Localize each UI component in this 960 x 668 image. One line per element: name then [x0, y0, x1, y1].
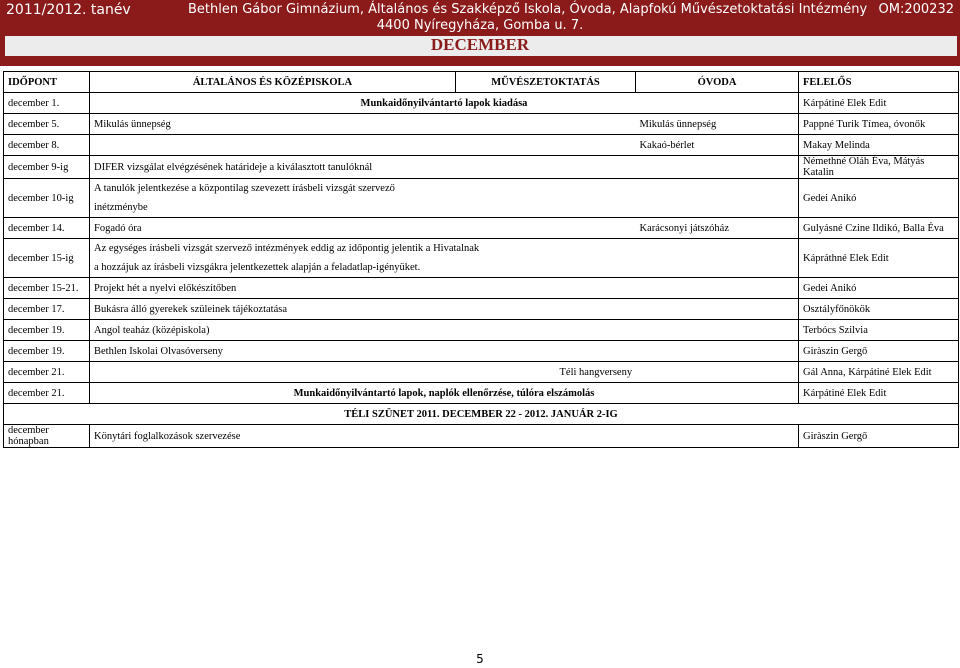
col-kinder-header: ÓVODA: [636, 72, 799, 93]
row-date: december 21.: [4, 383, 90, 404]
row-school: Bethlen Iskolai Olvasóverseny: [90, 341, 799, 362]
table-row: [4, 239, 959, 278]
row-resp: Kárpátiné Elek Edit: [799, 93, 959, 114]
table-row: [4, 278, 959, 299]
document-header: [0, 0, 960, 66]
table-row: [4, 383, 959, 404]
row-school-line-1: A tanulók jelentkezése a központilag szevezett írásbeli vizsgát szervező: [94, 183, 395, 194]
table-row: [4, 179, 959, 218]
table-header-row: [4, 72, 959, 93]
row-resp: Giràszin Gergő: [799, 341, 959, 362]
row-date: december 8.: [4, 135, 90, 156]
row-resp: Giràszin Gergő: [799, 425, 959, 448]
schedule-table: [3, 71, 959, 448]
row-school: DIFER vizsgálat elvégzésének határideje a kiválasztott tanulóknál: [90, 156, 799, 179]
table-row: [4, 93, 959, 114]
table-row: [4, 362, 959, 383]
row-date: december 19.: [4, 320, 90, 341]
om-code: OM:200232: [878, 2, 954, 17]
page-number: 5: [476, 652, 484, 666]
school-name: Bethlen Gábor Gimnázium, Általános és Szakképző Iskola, Óvoda, Alapfokú Művészetoktatási Intézmény: [188, 2, 868, 17]
row-art-label: Téli hangverseny: [559, 366, 633, 378]
school-address: 4400 Nyíregyháza, Gomba u. 7.: [376, 18, 584, 33]
row-date: december 10-ig: [4, 179, 90, 218]
row-school: Projekt hét a nyelvi előkészítőben: [90, 278, 799, 299]
row-date: december hónapban: [4, 425, 90, 448]
row-resp: Osztályfőnökök: [799, 299, 959, 320]
col-resp-header: FELELŐS: [799, 72, 959, 93]
row-date: december 21.: [4, 362, 90, 383]
row-resp: Terbócs Szilvia: [799, 320, 959, 341]
row-date: december 15-ig: [4, 239, 90, 278]
table-row: [4, 114, 959, 135]
row-school: Könytári foglalkozások szervezése: [90, 425, 799, 448]
table-row: [4, 135, 959, 156]
table-row: [4, 320, 959, 341]
row-resp: Gedei Anikó: [799, 278, 959, 299]
row-date: december 15-21.: [4, 278, 90, 299]
row-date: december 17.: [4, 299, 90, 320]
table-row: [4, 425, 959, 448]
table-row: [4, 341, 959, 362]
row-school: Angol teaház (középiskola): [90, 320, 799, 341]
school-year: 2011/2012. tanév: [6, 2, 131, 18]
col-date-header: IDŐPONT: [4, 72, 90, 93]
row-date: december 1.: [4, 93, 90, 114]
row-resp: Gedei Anikó: [799, 179, 959, 218]
row-school-line-2: a hozzájuk az írásbeli vizsgákra jelentkezettek alapján a feladatlap-igényüket.: [94, 262, 421, 273]
row-date: december 14.: [4, 218, 90, 239]
row-school-line-1: Az egységes írásbeli vizsgát szervező intézmények eddig az időpontig jelentik a Hivatalnak: [94, 243, 480, 254]
winter-break-label: TÉLI SZÜNET 2011. DECEMBER 22 - 2012. JANUÁR 2-IG: [4, 404, 959, 425]
row-resp: Kápráthné Elek Edit: [799, 239, 959, 278]
row-date: december 19.: [4, 341, 90, 362]
col-school-header: ÁLTALÁNOS ÉS KÖZÉPISKOLA: [90, 72, 456, 93]
row-resp: Pappné Turik Tímea, óvonők: [799, 114, 959, 135]
row-kinder: Mikulás ünnepség: [636, 114, 799, 135]
row-school: [90, 179, 799, 218]
row-school: Bukásra álló gyerekek szüleinek tájékoztatása: [90, 299, 799, 320]
row-kinder: Kakaó-bérlet: [636, 135, 799, 156]
row-kinder: Karácsonyi játszóház: [636, 218, 799, 239]
row-resp: Kárpátiné Elek Edit: [799, 383, 959, 404]
row-resp: Némethné Oláh Éva, Mátyás Katalin: [799, 156, 959, 179]
row-resp: Makay Melinda: [799, 135, 959, 156]
row-resp: Gulyásné Czine Ildikó, Balla Éva: [799, 218, 959, 239]
table-row: [4, 156, 959, 179]
row-date: december 5.: [4, 114, 90, 135]
row-school-line-2: inétzménybe: [94, 202, 148, 213]
table-row: [4, 299, 959, 320]
row-school: Mikulás ünnepség: [90, 114, 636, 135]
col-art-header: MŰVÉSZETOKTATÁS: [456, 72, 636, 93]
month-title: DECEMBER: [430, 35, 530, 54]
row-school: Fogadó óra: [90, 218, 636, 239]
row-date: december 9-ig: [4, 156, 90, 179]
row-resp: Gál Anna, Kárpátiné Elek Edit: [799, 362, 959, 383]
row-event: Munkaidőnyilvántartó lapok kiadása: [90, 93, 799, 114]
break-row: [4, 404, 959, 425]
row-art: [559, 362, 799, 383]
row-event: Munkaidőnyilvántartó lapok, naplók ellenőrzése, túlóra elszámolás: [90, 383, 799, 404]
row-school: [90, 239, 799, 278]
table-row: [4, 218, 959, 239]
